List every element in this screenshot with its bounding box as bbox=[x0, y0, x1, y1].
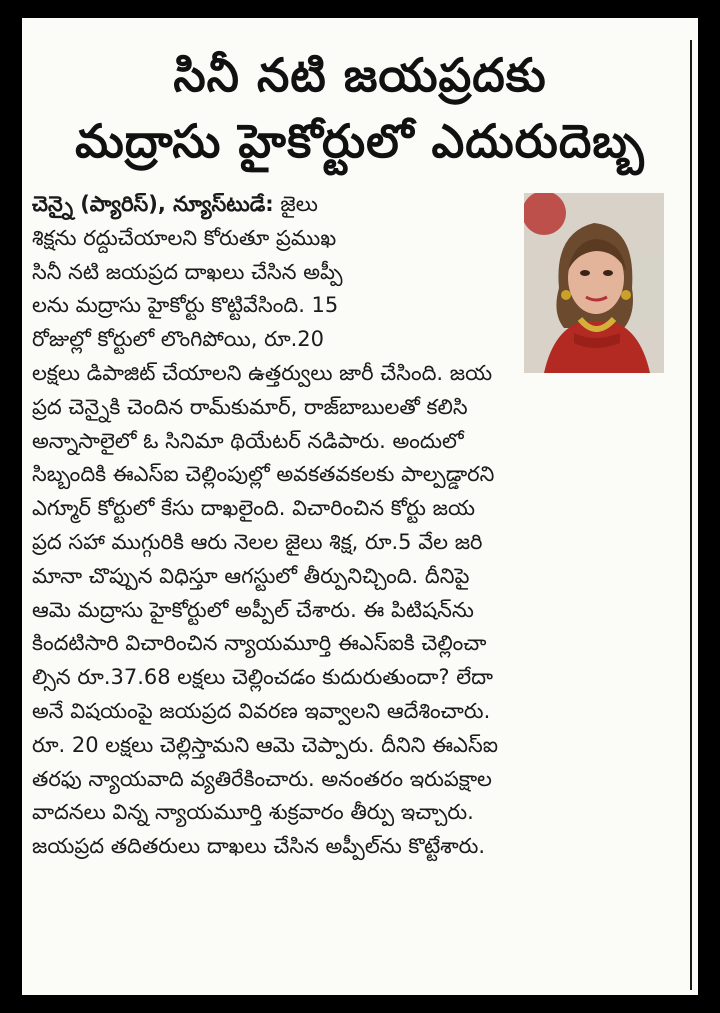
body-line-10: ఎగ్మూర్ కోర్టులో కేసు దాఖలైంది. విచారించిన కోర్టు జయ bbox=[32, 496, 475, 521]
body-line-13: ఆమె మద్రాసు హైకోర్టులో అప్పీల్ చేశారు. ఈ పిటిషన్‌ను bbox=[32, 597, 474, 622]
headline-line-2: మద్రాసు హైకోర్టులో ఎదురుదెబ్బ bbox=[75, 114, 645, 168]
body-line-8: అన్నాసాలైలో ఓ సినిమా థియేటర్ నడిపారు. అందులో bbox=[32, 428, 464, 453]
body-line-17: రూ. 20 లక్షలు చెల్లిస్తామని ఆమె చెప్పారు. దీనిని ఈఎస్ఐ bbox=[32, 732, 498, 757]
headline-line-1: సినీ నటి జయప్రదకు bbox=[173, 48, 547, 102]
body-line-20: జయప్రద తదితరులు దాఖలు చేసిన అప్పీల్‌ను కొట్టేశారు. bbox=[32, 834, 486, 859]
body-line-11: ప్రద సహా ముగ్గురికి ఆరు నెలల జైలు శిక్ష, రూ.5 వేల జరి bbox=[32, 529, 483, 554]
newspaper-clipping bbox=[22, 18, 698, 995]
headline bbox=[22, 42, 698, 174]
body-line-9: సిబ్బందికి ఈఎస్ఐ చెల్లింపుల్లో అవకతవకలకు పాల్పడ్డారని bbox=[32, 462, 495, 487]
body-line-2: శిక్షను రద్దుచేయాలని కోరుతూ ప్రముఖ bbox=[32, 225, 337, 250]
article-body bbox=[32, 188, 672, 864]
body-line-5: రోజుల్లో కోర్టులో లొంగిపోయి, రూ.20 bbox=[32, 327, 325, 352]
body-line-19: వాదనలు విన్న న్యాయమూర్తి శుక్రవారం తీర్పు ఇచ్చారు. bbox=[32, 800, 474, 825]
body-line-12: మానా చొప్పున విధిస్తూ ఆగస్టులో తీర్పునిచ్చింది. దీనిపై bbox=[32, 563, 470, 588]
dateline: చెన్నై (ప్యారిస్), న్యూస్‌టుడే: bbox=[32, 192, 274, 216]
body-line-1-text: జైలు bbox=[273, 192, 318, 216]
body-line-7: ప్రద చెన్నైకి చెందిన రామ్‌కుమార్, రాజ్‌బాబులతో కలిసి bbox=[32, 394, 468, 419]
body-line-6: లక్షలు డిపాజిట్ చేయాలని ఉత్తర్వులు జారీ చేసింది. జయ bbox=[32, 360, 493, 385]
column-rule bbox=[690, 40, 692, 990]
body-line-4: లను మద్రాసు హైకోర్టు కొట్టివేసింది. 15 bbox=[32, 293, 339, 318]
body-line-14: కిందటిసారి విచారించిన న్యాయమూర్తి ఈఎస్ఐకి చెల్లించా bbox=[32, 631, 487, 656]
body-line-3: సినీ నటి జయప్రద దాఖలు చేసిన అప్పీ bbox=[32, 259, 343, 284]
body-line-16: అనే విషయంపై జయప్రద వివరణ ఇవ్వాలని ఆదేశించారు. bbox=[32, 698, 491, 723]
body-line-15: ల్సిన రూ.37.68 లక్షలు చెల్లించడం కుదురుతుందా? లేదా bbox=[32, 665, 493, 690]
body-line-18: తరఫు న్యాయవాది వ్యతిరేకించారు. అనంతరం ఇరుపక్షాల bbox=[32, 766, 492, 791]
body-line-1 bbox=[32, 188, 516, 222]
